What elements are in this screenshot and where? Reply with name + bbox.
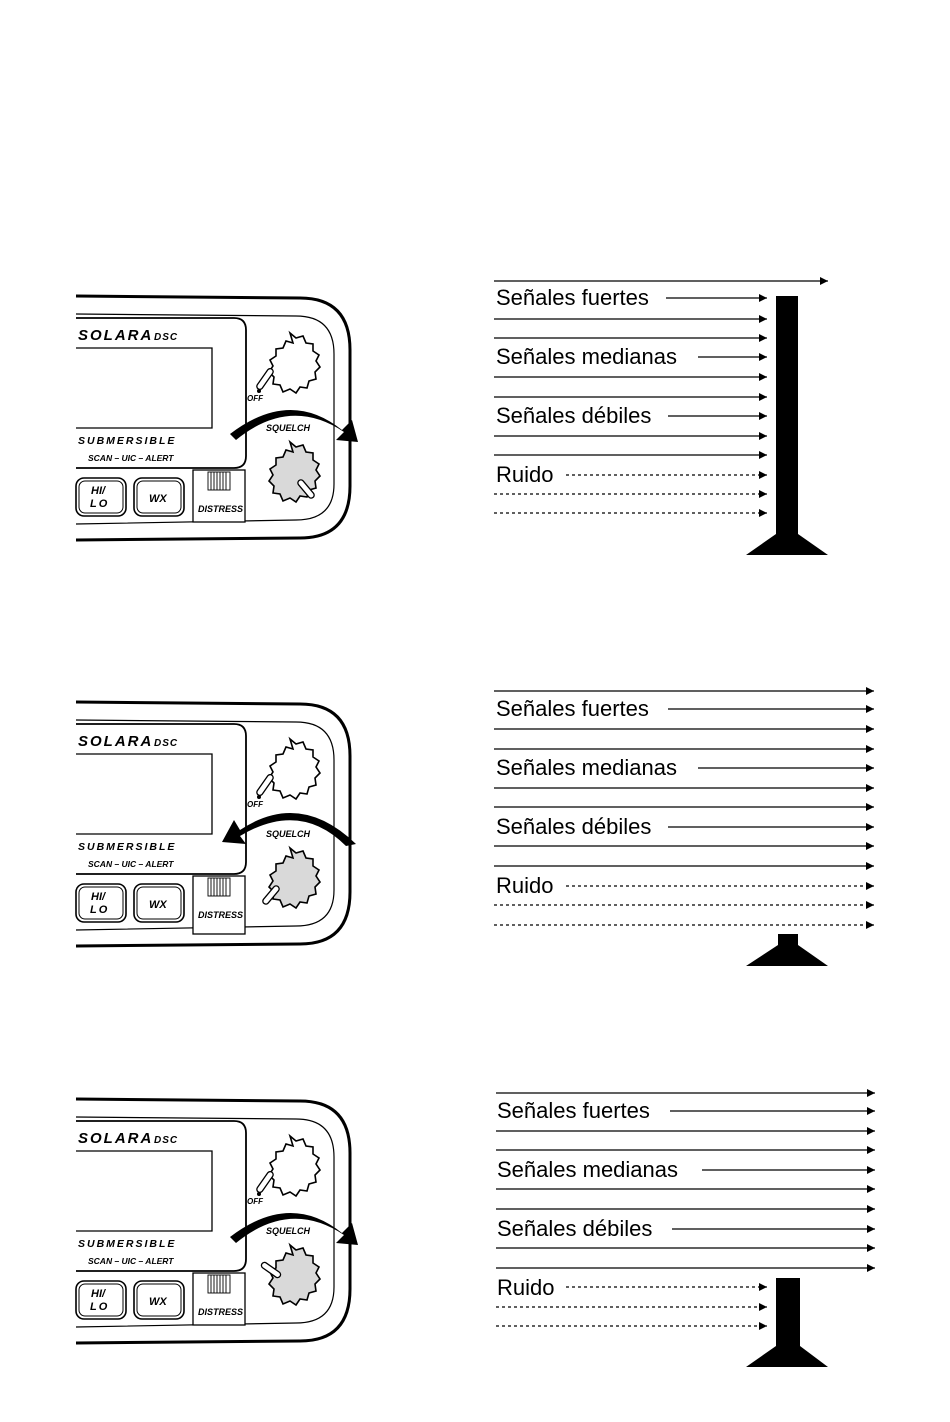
- squelch-label: SQUELCH: [266, 1226, 311, 1236]
- label-weak-signals: Señales débiles: [496, 814, 652, 839]
- brand-label: SOLARA: [78, 327, 154, 344]
- model-label: DSC: [154, 332, 179, 343]
- squelch-label: SQUELCH: [266, 829, 311, 839]
- distress-label: DISTRESS: [198, 1307, 244, 1317]
- volume-knob[interactable]: [269, 333, 320, 393]
- hilo-button[interactable]: [76, 884, 126, 922]
- label-strong-signals: Señales fuertes: [497, 1098, 650, 1123]
- squelch-knob[interactable]: [269, 848, 320, 908]
- signal-diagram-2: [494, 691, 874, 966]
- label-medium-signals: Señales medianas: [496, 344, 678, 369]
- features-label: SCAN – UIC – ALERT: [88, 859, 174, 869]
- hilo-bottom: LO: [90, 1301, 110, 1313]
- radio-panel-1: [76, 296, 358, 540]
- features-label: SCAN – UIC – ALERT: [88, 453, 174, 463]
- radio-panel-3: [76, 1099, 358, 1343]
- off-label: OFF: [247, 800, 263, 809]
- hilo-button[interactable]: [76, 1281, 126, 1319]
- signal-diagram-1: [494, 281, 828, 555]
- hilo-bottom: LO: [90, 904, 110, 916]
- off-dot: [257, 1192, 261, 1196]
- squelch-label: SQUELCH: [266, 423, 311, 433]
- subtitle-label: SUBMERSIBLE: [78, 841, 177, 853]
- features-label: SCAN – UIC – ALERT: [88, 1256, 174, 1266]
- hilo-top: HI/: [91, 1288, 106, 1300]
- hilo-top: HI/: [91, 891, 106, 903]
- brand-label: SOLARA: [78, 1130, 154, 1147]
- label-weak-signals: Señales débiles: [497, 1216, 653, 1241]
- model-label: DSC: [154, 1135, 179, 1146]
- squelch-barrier: [746, 296, 828, 555]
- wx-label: WX: [149, 493, 167, 505]
- volume-knob[interactable]: [269, 739, 320, 799]
- off-label: OFF: [247, 1197, 263, 1206]
- label-strong-signals: Señales fuertes: [496, 696, 649, 721]
- model-label: DSC: [154, 738, 179, 749]
- brand-label: SOLARA: [78, 733, 154, 750]
- distress-label: DISTRESS: [198, 504, 244, 514]
- squelch-barrier-lowered: [746, 934, 828, 966]
- label-medium-signals: Señales medianas: [497, 1157, 679, 1182]
- volume-knob[interactable]: [269, 1136, 320, 1196]
- off-dot: [257, 389, 261, 393]
- label-noise: Ruido: [496, 873, 554, 898]
- hilo-bottom: LO: [90, 498, 110, 510]
- off-dot: [257, 795, 261, 799]
- label-strong-signals: Señales fuertes: [496, 285, 649, 310]
- signal-diagram-3: [496, 1093, 875, 1367]
- label-medium-signals: Señales medianas: [496, 755, 678, 780]
- subtitle-label: SUBMERSIBLE: [78, 435, 177, 447]
- volume-indicator: [256, 1170, 275, 1193]
- label-weak-signals: Señales débiles: [496, 403, 652, 428]
- subtitle-label: SUBMERSIBLE: [78, 1238, 177, 1250]
- off-label: OFF: [247, 394, 263, 403]
- squelch-barrier-partial: [746, 1278, 828, 1367]
- label-noise: Ruido: [497, 1275, 555, 1300]
- wx-label: WX: [149, 1296, 167, 1308]
- volume-indicator: [256, 773, 275, 796]
- radio-panel-2: [76, 702, 356, 946]
- label-noise: Ruido: [496, 462, 554, 487]
- wx-label: WX: [149, 899, 167, 911]
- hilo-button[interactable]: [76, 478, 126, 516]
- distress-label: DISTRESS: [198, 910, 244, 920]
- volume-indicator: [256, 367, 275, 390]
- hilo-top: HI/: [91, 485, 106, 497]
